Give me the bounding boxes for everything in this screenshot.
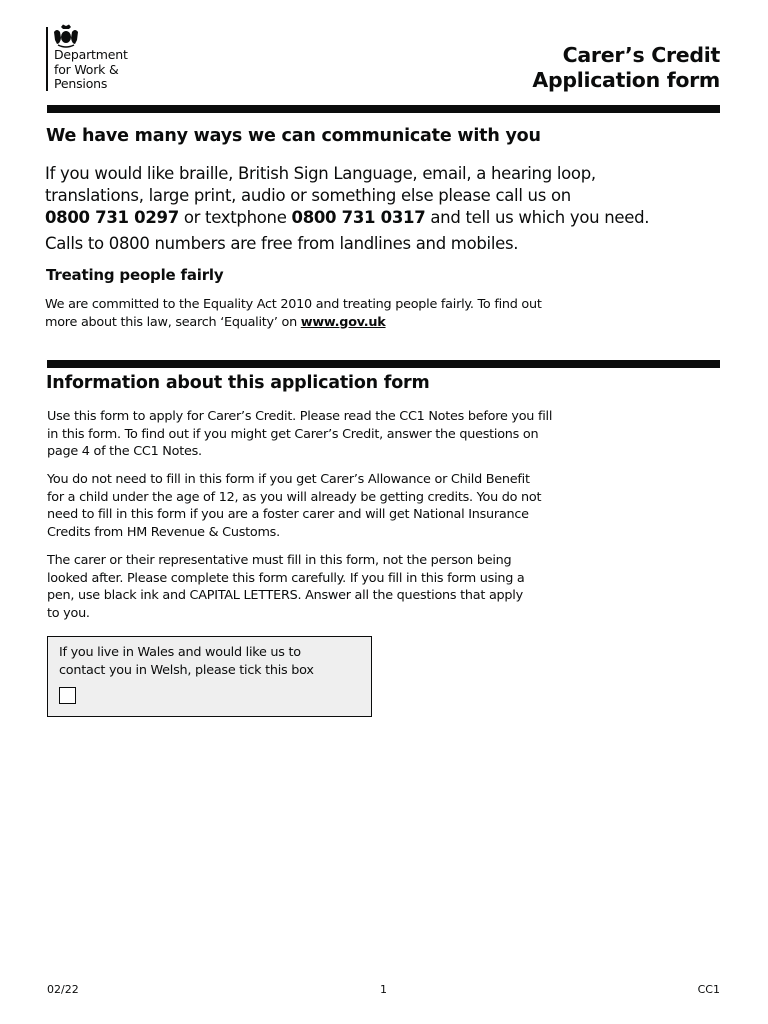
info-line: pen, use black ink and CAPITAL LETTERS. Answer all the questions that apply <box>47 588 523 603</box>
footer-page-number: 1 <box>380 983 387 996</box>
form-title <box>532 43 720 93</box>
info-para-3 <box>47 552 525 622</box>
welsh-contact-checkbox[interactable] <box>59 687 76 704</box>
form-title-line: Carer’s Credit <box>562 43 720 67</box>
welsh-contact-box <box>47 636 372 717</box>
textphone-number: 0800 731 0317 <box>291 208 426 227</box>
phone-number: 0800 731 0297 <box>45 208 179 227</box>
footer-form-code: CC1 <box>697 983 720 996</box>
communicate-heading: We have many ways we can communicate with you <box>46 126 541 146</box>
dept-line: Pensions <box>54 76 108 91</box>
communicate-line: If you would like braille, British Sign Language, email, a hearing loop, <box>45 164 596 183</box>
welsh-line: If you live in Wales and would like us to <box>59 645 301 660</box>
department-name <box>54 48 128 92</box>
info-line: page 4 of the CC1 Notes. <box>47 444 202 459</box>
info-line: Credits from HM Revenue & Customs. <box>47 524 280 540</box>
tell-us-text: and tell us which you need. <box>425 208 650 227</box>
info-para-2 <box>47 471 541 541</box>
dept-line: Department <box>54 47 128 62</box>
info-line: need to fill in this form if you are a foster carer and will get National Insurance <box>47 507 529 522</box>
info-line: You do not need to fill in this form if you get Carer’s Allowance or Child Benefit <box>47 472 530 487</box>
fairly-line: We are committed to the Equality Act 2010 and treating people fairly. To find out <box>45 297 542 312</box>
info-heading: Information about this application form <box>46 373 430 393</box>
fairly-text <box>45 296 542 331</box>
footer-date: 02/22 <box>47 983 79 996</box>
communicate-line <box>45 207 649 229</box>
calls-free-text: Calls to 0800 numbers are free from landlines and mobiles. <box>45 234 519 253</box>
form-title-line: Application form <box>532 68 720 92</box>
info-line: Use this form to apply for Carer’s Credit. Please read the CC1 Notes before you fill <box>47 409 553 424</box>
royal-coat-of-arms-icon <box>52 24 80 48</box>
fairly-line: more about this law, search ‘Equality’ on www.gov.uk <box>45 314 386 330</box>
communicate-line: translations, large print, audio or something else please call us on <box>45 186 571 205</box>
gov-uk-link[interactable]: www.gov.uk <box>300 314 386 330</box>
logo-rule <box>46 27 48 91</box>
info-line: The carer or their representative must fill in this form, not the person being <box>47 553 512 568</box>
welsh-line: contact you in Welsh, please tick this box <box>59 662 314 678</box>
info-line: looked after. Please complete this form carefully. If you fill in this form using a <box>47 570 525 586</box>
section-rule <box>47 360 720 368</box>
fairly-heading: Treating people fairly <box>46 266 224 284</box>
or-textphone-text: or textphone <box>178 208 292 227</box>
dept-line: for Work & <box>54 61 119 77</box>
info-line: in this form. To find out if you might get Carer’s Credit, answer the questions on <box>47 426 539 442</box>
communicate-text <box>45 163 649 255</box>
section-rule <box>47 105 720 113</box>
info-para-1 <box>47 408 552 461</box>
info-line: to you. <box>47 605 90 621</box>
info-line: for a child under the age of 12, as you will already be getting credits. You do not <box>47 489 542 505</box>
welsh-contact-text <box>59 644 314 679</box>
